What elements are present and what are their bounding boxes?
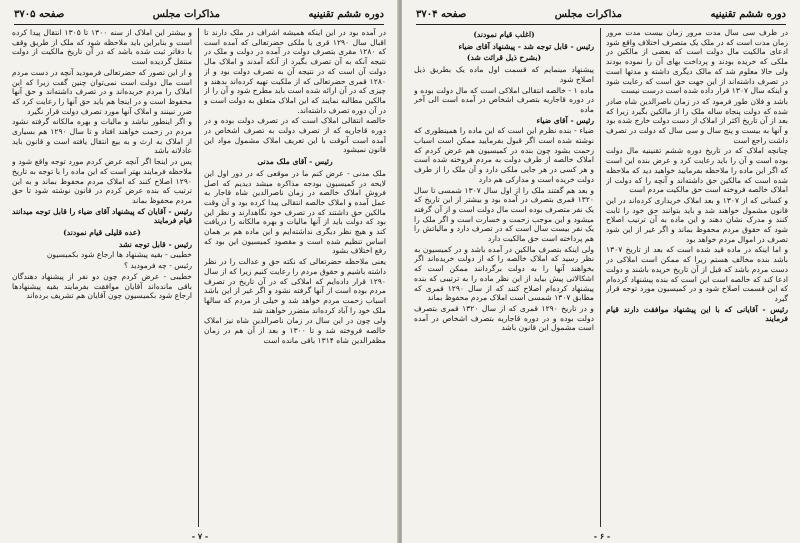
left-page-title: مذاکرات مجلس <box>152 8 220 20</box>
left-page-header <box>14 6 384 22</box>
paragraph: و از این تصور که حضرتعالی فرمودید آنچه در دست مردم است مال دولت است نمی‌توان چنین گفت زیرا که این املاک را مردم خریده‌اند و در تصرف داشته‌اند و حق آنها محفوظ است و در اینجا هم باید حق آنها را رعایت کرد که ضرر نبینند و املاک آنها مورد تصرف دولت قرار نگیرد <box>12 67 192 116</box>
paragraph: رئیس - آقای ضیاء <box>536 115 594 125</box>
left-page-session: دوره ششم تقنینیه <box>308 8 384 20</box>
right-page-footer-number: - ۶ - <box>593 531 611 541</box>
paragraph: رئیس - آقایانی که با این پیشنهاد موافقت دارند قیام فرمایند <box>606 304 788 324</box>
paragraph: چنانچه املاک که در تاریخ دوره ششم تقنینیه مال دولت بوده است و آن را باید رعایت کرد و عرض بنده این است که اگر این ماده را ملاحظه بفرمایید خواهید دید که ملاحظه شده است که مالکین حق داشته‌اند و آنچه را که دولت از املاک خالصه فروخته است حق مالکیت مردم است <box>606 146 788 195</box>
paragraph: ملک مدنی - عرض کنم ما در موقعی که در دور اول این لایحه در کمیسیون بودجه مذاکره میشد دیدیم که اصل فروش املاک خالصه در زمان ناصرالدین شاه قاجار به عمل آمده و املاک خالصه انتقالی پیدا کرده بود و آن وقت مالکین حق داشتند که در تصرف خود نگاهدارند و نظر این بود که دولت باید از آنها مالیات و بهره مالکانه را دریافت کند و هیچ نظر دیگری نداشته‌ایم و این ماده هم بر همان اساس تنظیم شده است و مقصود کمیسیون این بود که رفع اختلاف بشود <box>204 168 386 256</box>
paragraph: و اما اینکه در ماده قید شده است که بعد از تاریخ ۱۳۰۷ باشد بنده مخالف هستم زیرا که ممکن است املاکی در دست مردم باشد که قبل از آن تاریخ خریده باشند و دولت ادعا کند که خالصه است این است که بنده پیشنهاد کرده‌ام که این قسمت اصلاح شود و در کمیسیون مورد توجه قرار گیرد <box>606 245 788 303</box>
left-page-footer-number: - ۷ - <box>191 531 209 541</box>
paragraph: (عده قلیلی قیام نمودند) <box>63 228 141 238</box>
right-header-rule <box>416 24 786 25</box>
paragraph: در ظرف سی سال مدت مرور زمان بیست مدت مرور زمان مدت است که در ملک یک متصرف اختلاف واقع شود ادعای مالکیت مال دولت است که بعضی از مالکین در ملکی که خریده بودند و پرداخت بهای آن را نموده بودند ولی حالا معلوم شد که مالک دیگری داشته و مدتها است در تصرف داشته‌اند از این جهت حق است که رعایت شود و اینکه سال ۱۳۰۷ قرار داده شده است درست نیست <box>606 28 788 96</box>
left-page-number-label: صفحه ۳۷۰۵ <box>14 8 65 20</box>
right-page-title: مذاکرات مجلس <box>554 8 622 20</box>
paragraph: (بشرح ذیل قرائت شد) <box>466 53 542 63</box>
paragraph: رئیس - قابل توجه نشد <box>119 239 192 249</box>
speaker-heading: رئیس - آقای ملک مدنی <box>257 157 333 167</box>
paragraph: یعنی ملاحظه حضرتعالی که نکته حق و عدالت را در نظر داشته باشیم و حقوق مردم را رعایت کنیم زیرا که از سال ۱۲۹۰ قرار داده‌ایم که املاکی که در آن تاریخ در تصرف مردم بوده است از آنها گرفته نشود و اگر غیر از این باشد اسباب زحمت مردم خواهد شد و خیلی از مردم که سالها ملک خود را آباد کرده‌اند متضرر خواهند شد <box>204 257 386 315</box>
paragraph: و کسانی که از ۱۳۰۷ و بعد املاک خریداری کرده‌اند در این قانون مشمول خواهند شد و باید بتوانند حق خود را ثابت کنند و مدرک نشان دهند و این ماده به آن ترتیب اصلاح شود که حقوق مردم محفوظ بماند و اگر غیر از این شود تصرف در اموال مردم خواهد بود <box>606 195 788 244</box>
paragraph: در آمده بود در این اینکه همیشه اشراف در ملک دارند تا اقبال سال ۱۲۹۰ قری یا ملکی حضرتعالی که آمده است که ۱۲۸۰ مقری بتصرف دولت در آمده در دولت و ملک در نتیجه آنکه به آن تصرف بگیرد از آنکه آمدند و املاک مال دولت آن است که در نتیجه آن به تصرف دولت بود و از ۱۲۸۰ قمری حضرتعالی که از ملکیت تهیه کرده‌اند بدهند و چیزی که در آن ارائه شده است باید مطرح شود و آن را از مالکین مطالبه نمایند که این املاک متعلق به دولت است و در آن دوره تصرف داشته‌اند. <box>204 28 386 115</box>
paragraph: ماده ۱ - خالصه انتقالی املاکی است که مال دولت بوده و در دوره قاجاریه بتصرف اشخاص در آمده است الی آخر ماده <box>414 85 594 114</box>
left-header-rule <box>14 24 384 25</box>
right-page-left-column <box>414 28 594 527</box>
right-column-divider <box>600 28 601 527</box>
paragraph: ضیاء - بنده نظرم این است که این ماده را همینطوری که نوشته شده است اگر قبول بفرمایید ممکن است اسباب زحمت بشود چون بنده در کمیسیون هم عرض کردم که املاک خالصه از طرف دولت به مردم فروخته شده است و هر کسی در هر جایی ملکی دارد و آن ملک را از طرف دولت خریده است و مدارکی هم دارد <box>414 126 594 184</box>
left-column-divider <box>198 28 199 527</box>
left-page-left-column <box>12 28 192 527</box>
right-page-number-label: صفحه ۳۷۰۴ <box>416 8 467 20</box>
paragraph: پس در اینجا اگر آنچه عرض کردم مورد توجه واقع شود و ملاحظه فرمایند بهتر است که این ماده را با توجه به تاریخ ۱۲۹۰ اصلاح کنند که املاک مردم محفوظ بماند و به این ترتیب که بنده عرض کردم در قانون نوشته شود تا حق مردم محفوظ بماند <box>12 157 192 205</box>
paragraph: و بیشتر این املاک از سنه ۱۳۰۰ تا ۱۳۰۵ انتقال پیدا کرده است و بنابراین باید ملاحظه شود که ملک از طریق وقف یا دفاتر ثبت شده باشد که در آن تاریخ مالکیت از دولت منتقل گردیده است <box>12 28 192 67</box>
left-page-right-column <box>204 28 386 527</box>
paragraph: و در تاریخ ۱۲۹۰ قمری که از سال ۱۳۲۰ قمری بتصرف دولت بوده و در دوره قاجاریه بتصرف اشخاص در آمده است مشمول این قانون باشد <box>414 303 594 333</box>
paragraph: خطیبی - بقیه پیشنهاد ها ارجاع شود بکمیسیون <box>46 250 192 260</box>
left-page <box>0 0 398 543</box>
paragraph: رئیس - آقایان که پیشنهاد آقای ضیاء را قابل توجه میدانند قیام فرمایند <box>12 206 192 226</box>
paragraph: رئیس - قابل توجه شد - پیشنهاد آقای ضیاء <box>458 41 594 51</box>
right-page-header <box>416 6 786 22</box>
paragraph: ولی اینکه بتصرف مالکین در آمده باشد و در کمیسیون به نظر رسید که املاک خالصه را که از دولت خریده‌اند اگر بخواهند آنها را به دولت برگردانند ممکن است که اشکالاتی پیش بیاید از این نظر ماده را به ترتیبی که بنده پیشنهاد کرده‌ام اصلاح کنند که از سال ۱۲۹۰ قمری که مطابق ۱۳۰۷ شمسی است املاک مردم محفوظ بماند <box>414 244 594 303</box>
right-page-session: دوره ششم تقنینیه <box>710 8 786 20</box>
paragraph: خالصه انتقالی املاک است که در تصرف دولت بوده و در دوره قاجاریه که از تصرف دولت به تصرف اشخاص در آمده است آنوقت با این تعریف املاک مشمول مواد این قانون نمیشود <box>204 116 386 155</box>
paragraph: خطیبی - عرض کردم چون دو نفر از پیشنهاد دهندگان باقی مانده‌اند آقایان موافقت بفرمایند بقیه پیشنهادها ارجاع شود بکمیسیون چون آقایان هم تشریف برده‌اند <box>12 271 192 301</box>
right-page <box>402 0 800 543</box>
paragraph: و بعد هم گفتند ملک را از اول سال ۱۳۰۷ شمسی تا سال ۱۳۲۰ قمری بتصرف در آمده بود و بیشتر از این تاریخ که یک نفر متصرف بوده است مال دولت است و از آن گرفته میشود و این موجب زحمت و خسارت است و اگر ملک را یک نفر بیست سال است که در تصرف دارد و مالیاتش را هم پرداخته است حق مالکیت دارد <box>414 185 594 244</box>
paragraph: رئیس - چه فرمودید ؟ <box>123 261 192 271</box>
right-page-right-column <box>606 28 788 527</box>
paragraph: پیشنهاد مینمایم که قسمت اول ماده یک بطریق ذیل اصلاح شود <box>414 65 594 84</box>
paragraph: ولی چون در این سال در زمان ناصرالدین شاه نیز املاک خالصه فروخته شد و تا ۱۳۰۰ و بعد از آن هم در زمان مظفرالدین شاه ۱۳۱۴ باقی مانده است <box>204 316 386 345</box>
paragraph: و اگر اینطور نباشد و مالیات و بهره مالکانه گرفته نشود مردم در زحمت خواهند افتاد و تا سال ۱۲۹۰ هم بسیاری از املاک به ارث و به بیع انتقال یافته است و قانون باید عادلانه باشد <box>12 117 192 156</box>
paragraph: (اغلب قیام نمودند) <box>473 30 535 39</box>
paragraph: باشد و فلان طور فرمود که در زمان ناصرالدین شاه صادر شده که دولت پنجاه ساله ملک را از مالکین بگیرد زیرا که بعد از آن تاریخ اکثر از املاک از دست دولت خارج شده بود و آنها به بیست و پنج سال و سی سال که دولت در تصرف داشت راجع است <box>606 96 788 145</box>
